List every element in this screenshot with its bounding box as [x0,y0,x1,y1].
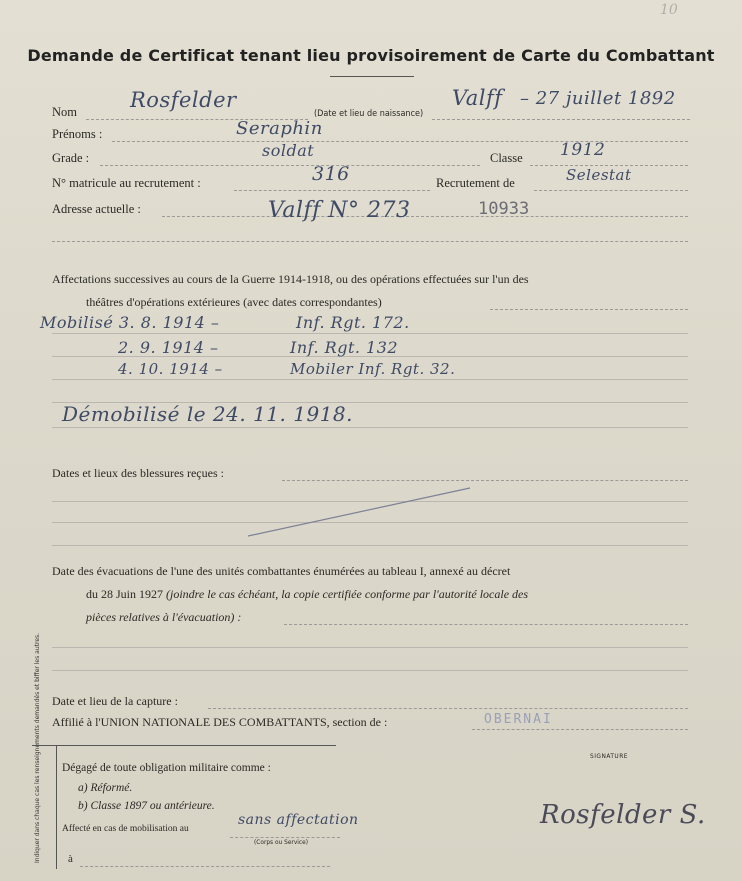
prenoms-label: Prénoms : [52,127,103,141]
naissance-label: (Date et lieu de naissance) [314,109,424,119]
affectations-line-1 [52,333,688,334]
capture-label: Date et lieu de la capture : [52,694,178,708]
evacuations-line-2 [86,587,528,602]
affectations-line-5 [52,427,688,428]
matricule-value: 316 [312,163,350,185]
obligation-classe: b) Classe 1897 ou antérieure. [78,800,215,812]
nom-value: Rosfelder [130,88,237,112]
evacuations-rule-2 [52,670,688,671]
grade-line [100,165,480,166]
obligation-title: Dégagé de toute obligation militaire comme : [62,762,271,774]
affectation-date-3: 4. 10. 1914 – [118,360,223,378]
union-section-stamp: OBERNAI [484,712,553,727]
margin-note-box [32,632,57,869]
blessures-line-0 [282,480,688,481]
affectations-intro-2: théâtres d'opérations extérieures (avec dates correspondantes) [86,295,382,309]
adresse-value: Valff N° 273 [268,198,411,223]
classe-label: Classe [490,151,523,165]
affectation-unit-3: Mobiler Inf. Rgt. 32. [290,360,456,378]
classe-value: 1912 [560,140,606,160]
naissance-line [432,119,690,120]
grade-label: Grade : [52,151,90,165]
margin-note: Indiquer dans chaque cas les renseignements demandés et biffer les autres. [34,632,41,863]
demobilisation-value: Démobilisé le 24. 11. 1918. [62,402,353,426]
affectations-intro-1: Affectations successives au cours de la Guerre 1914-1918, ou des opérations effectuées sur l'un des [52,272,529,286]
grade-value: soldat [262,141,315,160]
blessures-strike-line [244,484,474,540]
recrutement-value: Selestat [566,166,632,184]
evacuations-line-1: Date des évacuations de l'une des unités combattantes énumérées au tableau I, annexé au décret [52,564,511,578]
corps-note: (Corps ou Service) [254,838,308,846]
a-line [80,866,330,867]
signature-label: SIGNATURE [590,752,628,760]
recrutement-label: Recrutement de [436,176,515,190]
affecte-label: Affecté en cas de mobilisation au [62,824,189,834]
adresse-line-2 [52,241,688,242]
nom-label: Nom [52,105,77,119]
affectation-date-1: Mobilisé 3. 8. 1914 – [40,313,220,332]
affectations-line-0 [490,309,688,310]
union-line [472,729,688,730]
naissance-place: Valff [452,86,503,110]
affectation-date-2: 2. 9. 1914 – [118,338,219,357]
evacuations-decret-date: du 28 Juin 1927 [86,587,164,601]
adresse-stamp: 10933 [478,199,530,219]
affectation-unit-2: Inf. Rgt. 132 [290,338,399,357]
obligation-reforme: a) Réformé. [78,782,133,794]
affectation-unit-1: Inf. Rgt. 172. [296,313,410,332]
capture-line [208,708,688,709]
blessures-label: Dates et lieux des blessures reçues : [52,466,224,480]
evacuations-rule-1 [52,647,688,648]
blessures-line-3 [52,545,688,546]
title-underline [330,76,414,77]
evacuations-dots-0 [284,624,688,625]
matricule-label: N° matricule au recrutement : [52,176,201,190]
affecte-value: sans affectation [238,812,359,828]
form-title: Demande de Certificat tenant lieu provisoirement de Carte du Combattant [27,46,715,65]
matricule-line [234,190,430,191]
affectations-line-3 [52,379,688,380]
recrutement-line [534,190,688,191]
adresse-line [162,216,688,217]
union-label: Affilié à l'UNION NATIONALE DES COMBATTANTS, section de : [52,715,388,729]
corner-pencil-note: 10 [660,2,678,18]
signature-value: Rosfelder S. [540,800,706,830]
adresse-label: Adresse actuelle : [52,202,141,216]
a-label: à [68,853,73,865]
evacuations-line-3: pièces relatives à l'évacuation) : [86,610,242,624]
naissance-date: – 27 juillet 1892 [520,88,676,109]
bottom-box-top-rule [32,745,336,746]
prenoms-value: Seraphin [236,118,323,139]
evacuations-note: (joindre le cas échéant, la copie certifiée conforme par l'autorité locale des [166,587,529,601]
